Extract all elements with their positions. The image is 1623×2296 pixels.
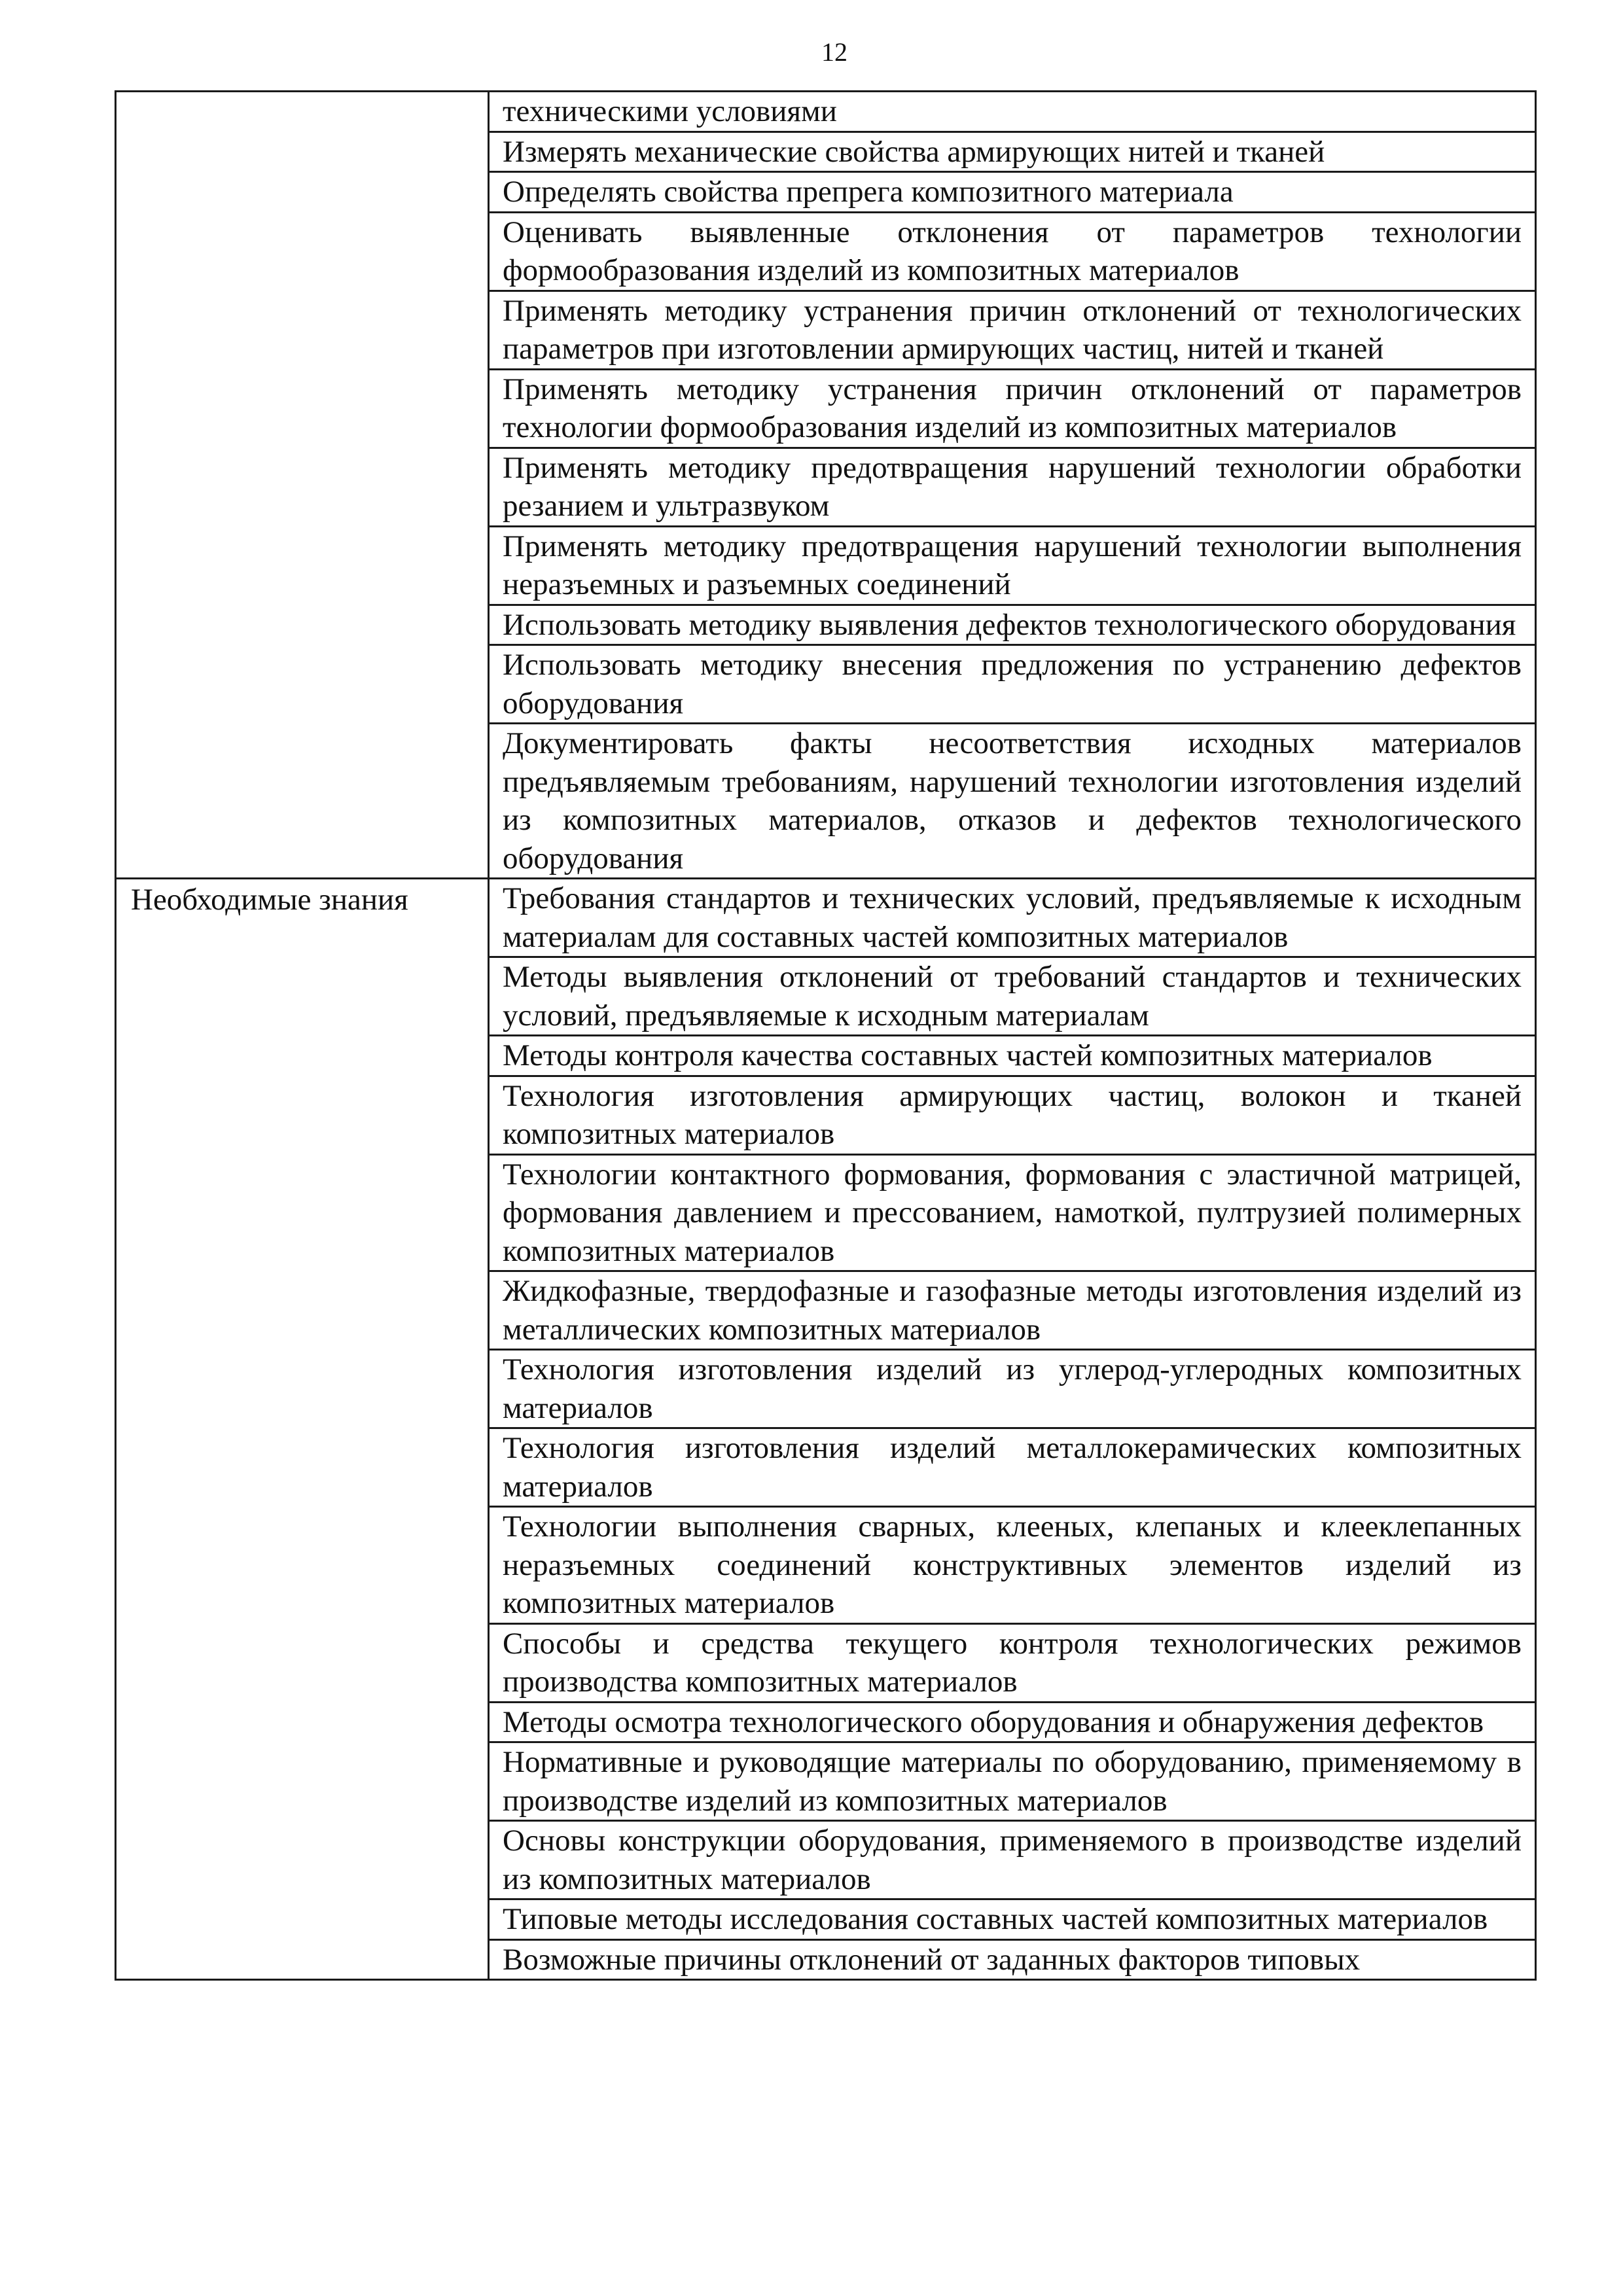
section-label-knowledge: Необходимые знания (116, 879, 489, 1980)
table-cell-item: техническими условиями (489, 92, 1536, 132)
table-cell-item: Документировать факты несоответствия исходных материалов предъявляемым требованиям, нарушений технологии изготовления изделий из композитных материалов, отказов и дефектов технологического оборудования (489, 724, 1536, 879)
table-cell-item: Технологии выполнения сварных, клееных, клепаных и клееклепанных неразъемных соединений конструктивных элементов изделий из композитных материалов (489, 1507, 1536, 1624)
table-cell-item: Типовые методы исследования составных частей композитных материалов (489, 1899, 1536, 1940)
table-cell-item: Методы контроля качества составных частей композитных материалов (489, 1036, 1536, 1076)
table-cell-item: Технология изготовления изделий металлокерамических композитных материалов (489, 1428, 1536, 1507)
table-cell-item: Использовать методику внесения предложения по устранению дефектов оборудования (489, 645, 1536, 724)
table-cell-item: Методы осмотра технологического оборудования и обнаружения дефектов (489, 1702, 1536, 1742)
table-cell-item: Способы и средства текущего контроля технологических режимов производства композитных материалов (489, 1623, 1536, 1702)
table-cell-item: Определять свойства препрега композитного материала (489, 172, 1536, 213)
table-cell-item: Нормативные и руководящие материалы по оборудованию, применяемому в производстве изделий из композитных материалов (489, 1742, 1536, 1821)
requirements-table (115, 90, 1537, 1981)
page-number: 12 (821, 37, 847, 67)
table-cell-item: Применять методику предотвращения нарушений технологии обработки резанием и ультразвуком (489, 448, 1536, 526)
table-row (116, 92, 1536, 132)
table-cell-item: Технология изготовления изделий из углерод-углеродных композитных материалов (489, 1350, 1536, 1428)
table-cell-item: Технологии контактного формования, формования с эластичной матрицей, формования давлением и прессованием, намоткой, пултрузией полимерных композитных материалов (489, 1154, 1536, 1271)
table-cell-item: Применять методику предотвращения нарушений технологии выполнения неразъемных и разъемных соединений (489, 526, 1536, 605)
table-body (116, 92, 1536, 1980)
table-cell-item: Возможные причины отклонений от заданных факторов типовых (489, 1939, 1536, 1980)
table-cell-item: Применять методику устранения причин отклонений от параметров технологии формообразования изделий из композитных материалов (489, 369, 1536, 448)
table-cell-item: Применять методику устранения причин отклонений от технологических параметров при изготовлении армирующих частиц, нитей и тканей (489, 291, 1536, 369)
table-cell-item: Оценивать выявленные отклонения от параметров технологии формообразования изделий из композитных материалов (489, 212, 1536, 291)
table-cell-item: Методы выявления отклонений от требований стандартов и технических условий, предъявляемые к исходным материалам (489, 957, 1536, 1036)
table-row (116, 879, 1536, 957)
section-label-cell-empty (116, 92, 489, 879)
table-cell-item: Измерять механические свойства армирующих нитей и тканей (489, 132, 1536, 172)
table-cell-item: Основы конструкции оборудования, применяемого в производстве изделий из композитных материалов (489, 1821, 1536, 1899)
table-cell-item: Жидкофазные, твердофазные и газофазные методы изготовления изделий из металлических композитных материалов (489, 1271, 1536, 1350)
table-cell-item: Использовать методику выявления дефектов технологического оборудования (489, 605, 1536, 645)
table-cell-item: Технология изготовления армирующих частиц, волокон и тканей композитных материалов (489, 1076, 1536, 1154)
table-cell-item: Требования стандартов и технических условий, предъявляемые к исходным материалам для составных частей композитных материалов (489, 879, 1536, 957)
